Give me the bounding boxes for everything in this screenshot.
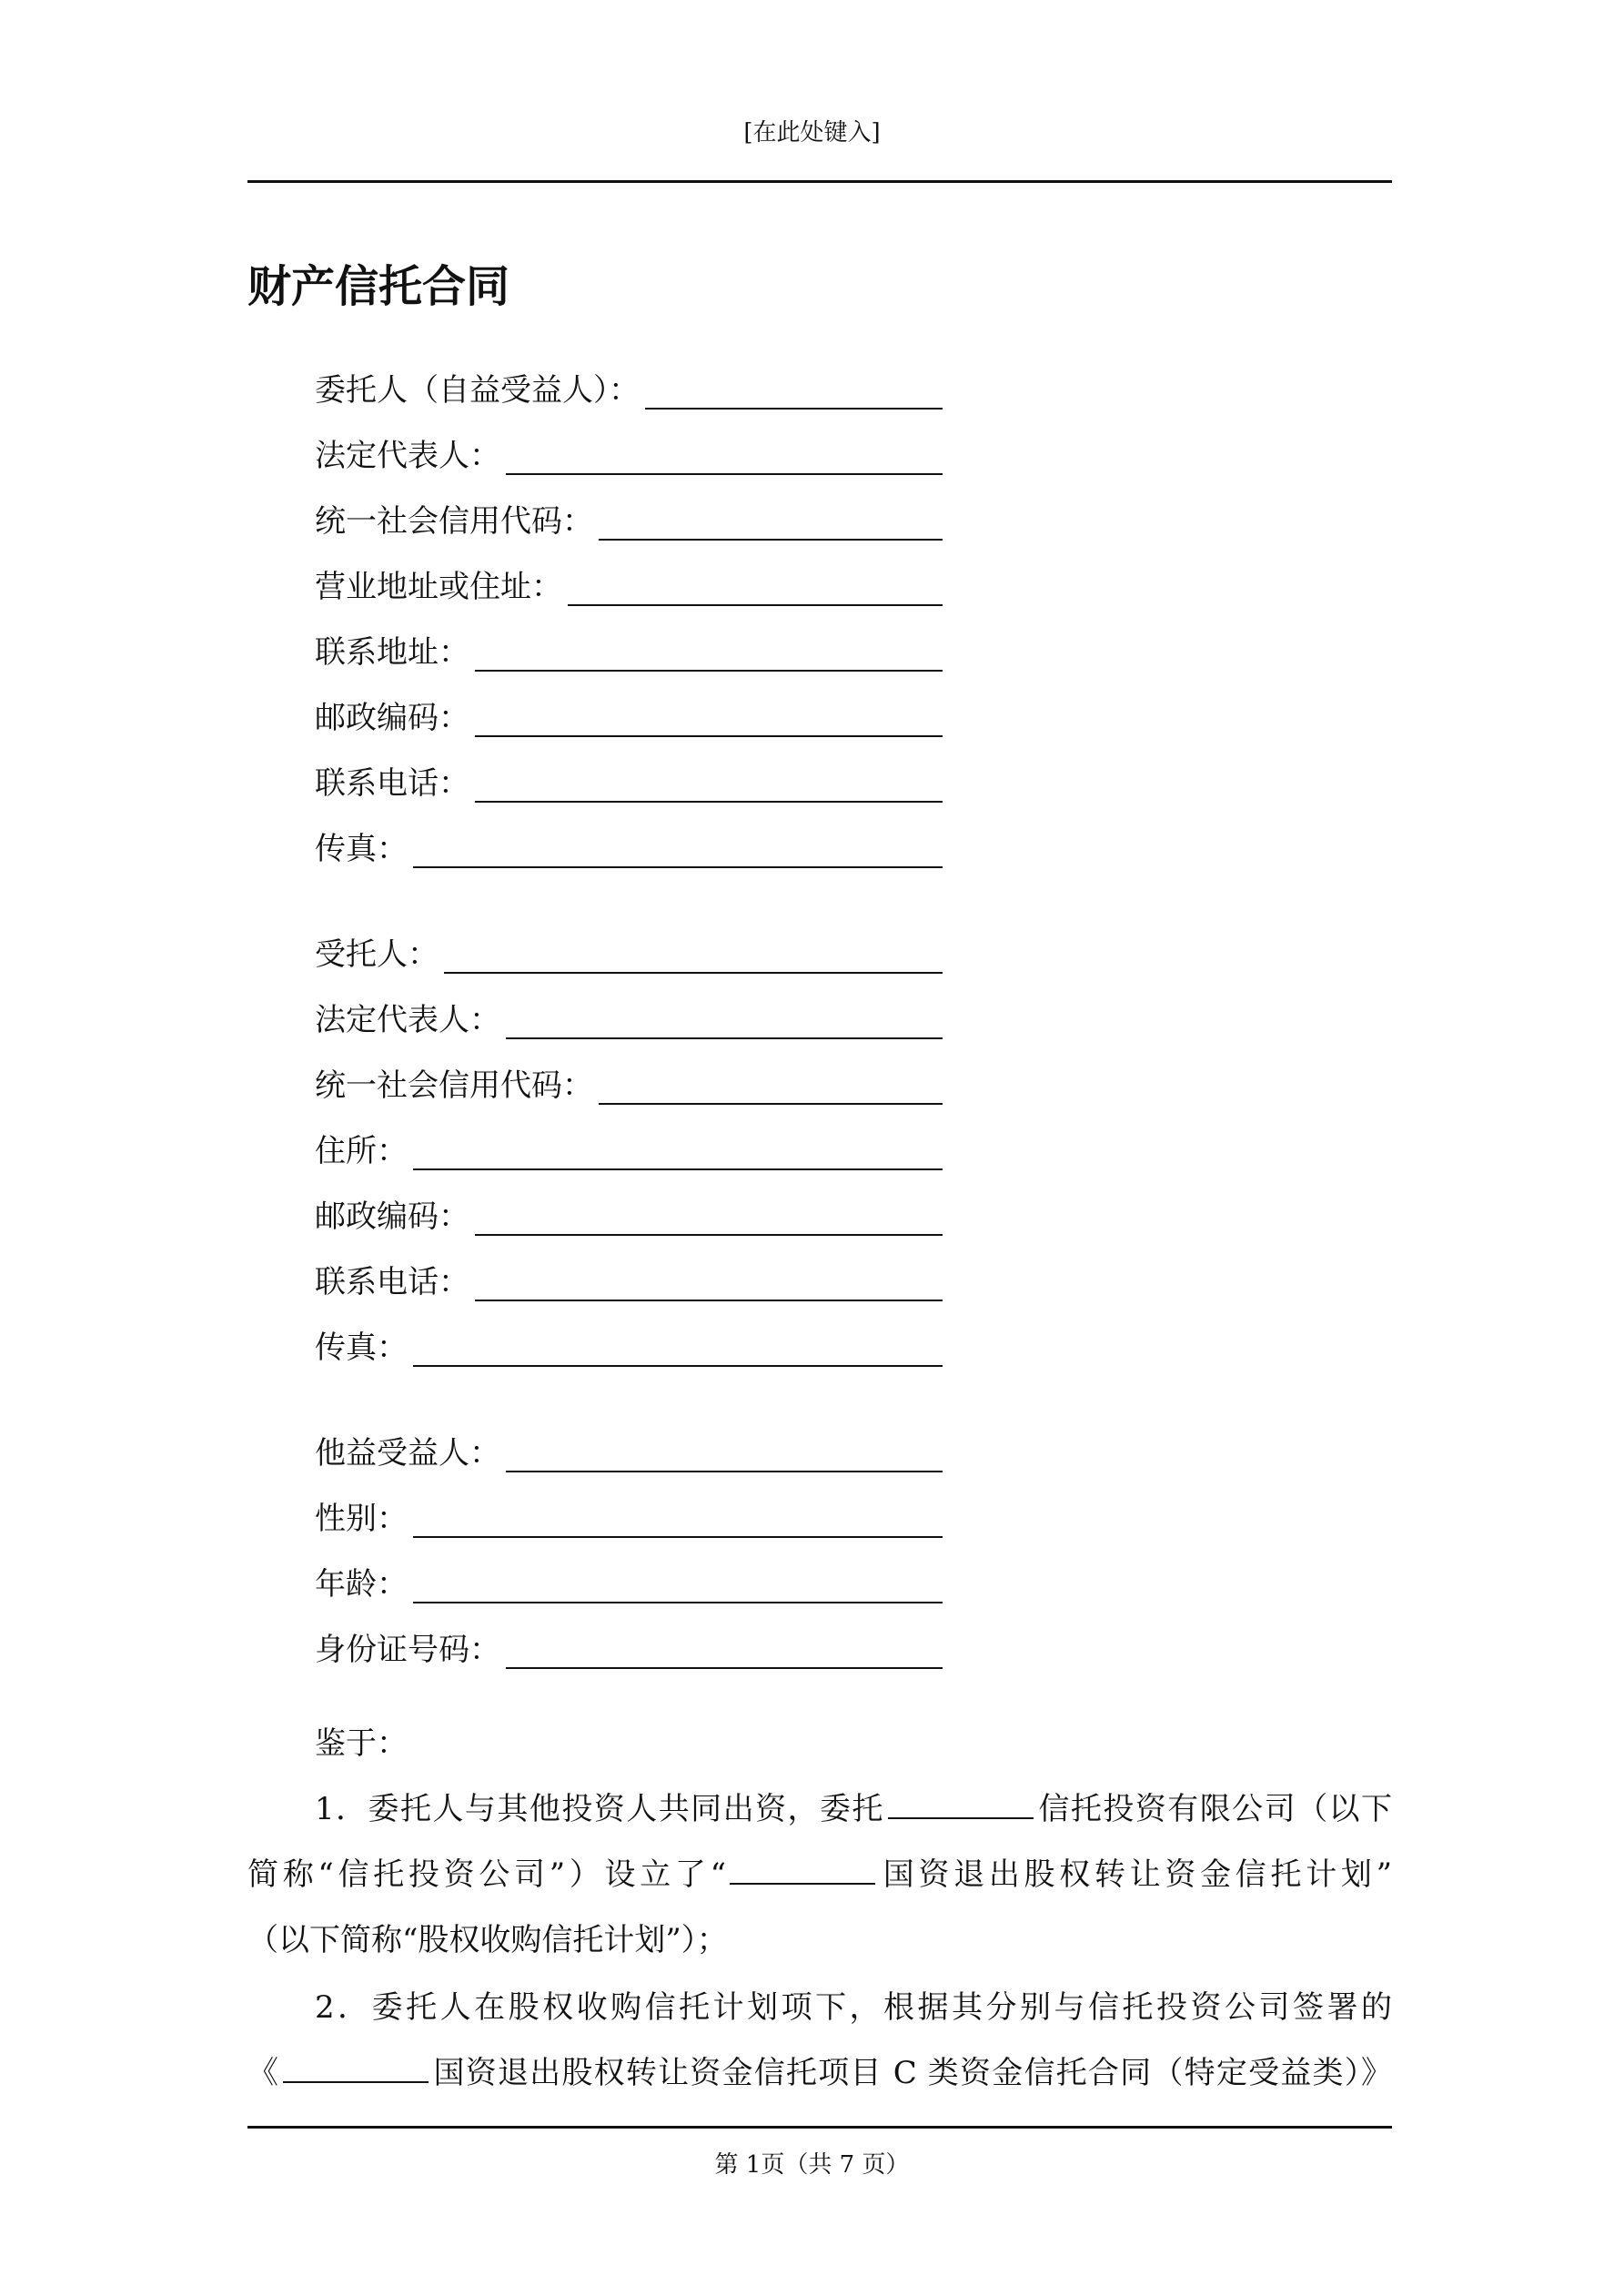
beneficiary-field: 性别： [315, 1494, 943, 1538]
fill-blank [730, 1856, 875, 1885]
beneficiary-field: 年龄： [315, 1560, 943, 1603]
fill-blank [444, 937, 943, 974]
fill-blank [506, 439, 943, 475]
fill-blank [645, 373, 943, 410]
recital-item-1-line-1: 1．委托人与其他投资人共同出资，委托 信托投资有限公司（以下 [315, 1791, 1393, 1827]
fill-blank [283, 2054, 429, 2083]
trustee-field: 联系电话： [315, 1258, 943, 1301]
fill-blank [475, 1199, 943, 1236]
fill-blank [568, 570, 943, 606]
fill-blank [506, 1633, 943, 1669]
trustor-field: 委托人（自益受益人）： [315, 366, 943, 410]
fill-blank [413, 1330, 943, 1367]
beneficiary-field: 他益受益人： [315, 1429, 943, 1472]
trustee-field: 传真： [315, 1323, 943, 1367]
fill-blank [413, 1502, 943, 1538]
fill-blank [475, 766, 943, 803]
fill-blank [506, 1003, 943, 1039]
footer-rule [247, 2126, 1392, 2129]
recital-item-2-line-2: 《 国资退出股权转让资金信托项目 C 类资金信托合同（特定受益类）》 [247, 2055, 1392, 2091]
fill-blank [413, 1134, 943, 1170]
recitals-intro: 鉴于： [315, 1725, 408, 1762]
fill-blank [475, 701, 943, 737]
trustee-field: 法定代表人： [315, 996, 943, 1039]
header-rule [247, 180, 1392, 183]
fill-blank [599, 504, 943, 541]
recital-item-1-line-3: （以下简称“股权收购信托计划”）； [247, 1922, 728, 1958]
trustee-field: 受托人： [315, 930, 943, 974]
recital-item-1-line-2: 简称“信托投资公司”）设立了“ 国资退出股权转让资金信托计划” [247, 1856, 1392, 1893]
trustor-field: 邮政编码： [315, 693, 943, 737]
trustor-field: 统一社会信用代码： [315, 497, 943, 541]
fill-blank [413, 832, 943, 868]
page-header: [在此处键入] [743, 119, 881, 147]
document-title: 财产信托合同 [247, 261, 510, 312]
fill-blank [888, 1790, 1034, 1819]
trustor-field: 联系地址： [315, 628, 943, 672]
beneficiary-field: 身份证号码： [315, 1625, 943, 1669]
page-footer: 第 1页（共 7 页） [714, 2151, 910, 2179]
trustee-field: 住所： [315, 1127, 943, 1170]
trustor-field: 联系电话： [315, 759, 943, 803]
fill-blank [413, 1567, 943, 1603]
trustee-field: 邮政编码： [315, 1192, 943, 1236]
trustor-field: 传真： [315, 824, 943, 868]
fill-blank [475, 1265, 943, 1301]
recital-item-2-line-1: 2．委托人在股权收购信托计划项下，根据其分别与信托投资公司签署的 [315, 1989, 1392, 2026]
trustor-field: 法定代表人： [315, 431, 943, 475]
trustor-field: 营业地址或住址： [315, 562, 943, 606]
fill-blank [475, 635, 943, 672]
trustee-field: 统一社会信用代码： [315, 1061, 943, 1105]
fill-blank [599, 1068, 943, 1105]
fill-blank [506, 1436, 943, 1472]
